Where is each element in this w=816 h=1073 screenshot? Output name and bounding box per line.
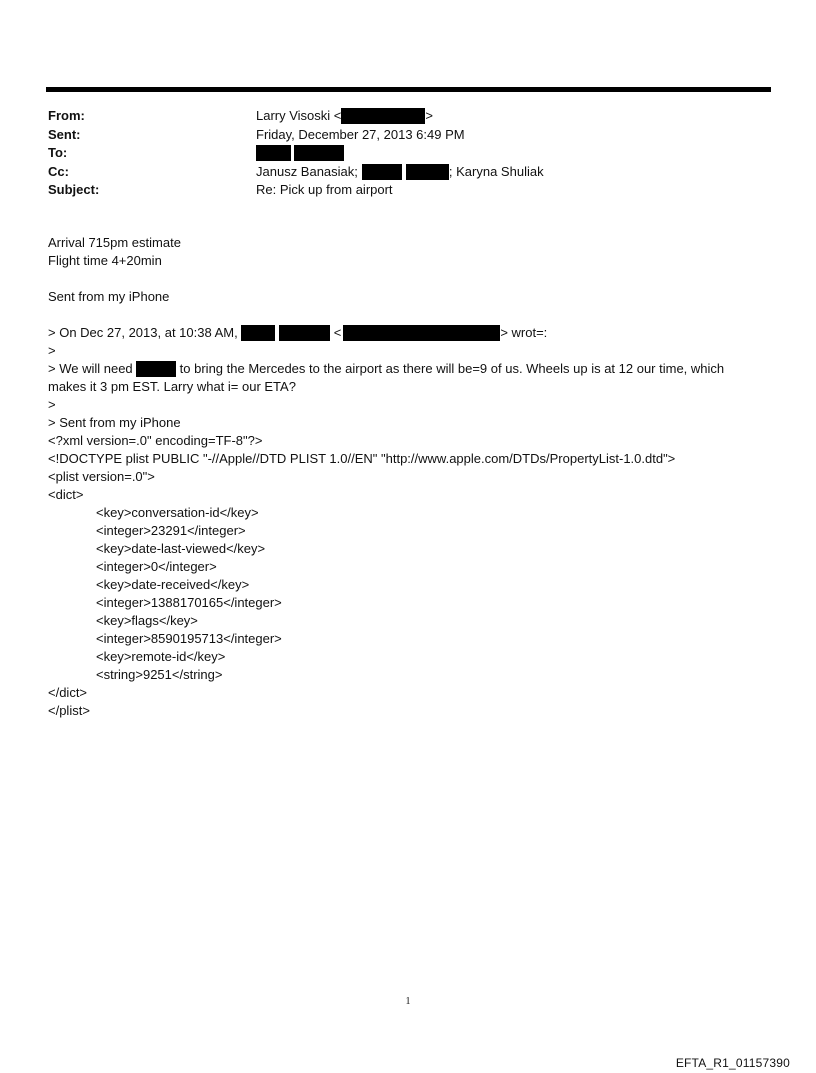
from-label: From:	[48, 108, 85, 123]
redacted-sender-last	[279, 325, 330, 341]
sent-label: Sent:	[48, 126, 81, 142]
spacer	[48, 270, 778, 288]
to-row	[48, 144, 544, 163]
email-header	[48, 107, 544, 200]
redacted-driver-name	[136, 361, 176, 377]
quote-signature-line: > Sent from my iPhone	[48, 415, 181, 430]
to-label: To:	[48, 145, 68, 160]
subject-label: Subject:	[48, 182, 100, 197]
quote-blank-line: >	[48, 397, 56, 412]
quote-intro-lt: <	[333, 325, 342, 340]
plist-open: <plist version=.0">	[48, 469, 155, 484]
plist-entry: <key>remote-id</key>	[96, 649, 226, 664]
cc-label: Cc:	[48, 163, 69, 179]
cc-name-1: Janusz Banasiak;	[256, 163, 358, 179]
plist-close: </plist>	[48, 703, 90, 718]
plist-entry: <key>date-received</key>	[96, 577, 250, 592]
header-divider	[46, 87, 771, 92]
redacted-sender-first	[241, 325, 275, 341]
subject-row	[48, 181, 544, 200]
sent-row	[48, 126, 544, 145]
cc-name-2: ; Karyna Shuliak	[448, 163, 544, 179]
plist-entry: <key>conversation-id</key>	[96, 505, 259, 520]
document-id: EFTA_R1_01157390	[675, 1056, 790, 1070]
redacted-cc-first	[362, 164, 402, 180]
from-value	[256, 107, 433, 126]
email-body	[48, 234, 778, 720]
quote-blank-line: >	[48, 343, 56, 358]
plist-entry: <key>date-last-viewed</key>	[96, 541, 266, 556]
quote-message-line-2: makes it 3 pm EST. Larry what i= our ETA?	[48, 379, 296, 394]
flight-time-line: Flight time 4+20min	[48, 253, 162, 268]
dict-close: </dict>	[48, 685, 88, 700]
subject-value: Re: Pick up from airport	[256, 182, 393, 197]
xml-declaration: <?xml version=.0" encoding=TF-8"?>	[48, 433, 263, 448]
quote-message-line	[48, 360, 778, 378]
from-close: >	[425, 108, 433, 123]
plist-entry: <integer>8590195713</integer>	[96, 631, 282, 646]
sent-value: Friday, December 27, 2013 6:49 PM	[256, 126, 465, 142]
cc-row	[48, 163, 544, 182]
quote-msg-suffix: to bring the Mercedes to the airport as there will be=9 of us. Wheels up is at 12 our time, which	[179, 361, 725, 376]
plist-entry: <string>9251</string>	[96, 667, 223, 682]
redacted-cc-last	[406, 164, 449, 180]
arrival-line: Arrival 715pm estimate	[48, 235, 181, 250]
to-value	[256, 144, 344, 163]
plist-entry: <integer>23291</integer>	[96, 523, 246, 538]
xml-doctype: <!DOCTYPE plist PUBLIC "-//Apple//DTD PLIST 1.0//EN" "http://www.apple.com/DTDs/PropertyList-1.0.dtd">	[48, 451, 676, 466]
quote-msg-prefix: > We will need	[48, 361, 133, 376]
from-row	[48, 107, 544, 126]
plist-entry: <integer>1388170165</integer>	[96, 595, 282, 610]
plist-entry: <key>flags</key>	[96, 613, 198, 628]
page-number: 1	[405, 996, 411, 1007]
quote-intro-suffix: > wrot=:	[500, 325, 548, 340]
quote-intro-prefix: > On Dec 27, 2013, at 10:38 AM,	[48, 325, 238, 340]
dict-open: <dict>	[48, 487, 84, 502]
spacer	[48, 306, 778, 324]
redacted-from-email	[341, 108, 425, 124]
redacted-to-last	[294, 145, 344, 161]
cc-value	[256, 163, 544, 182]
from-name: Larry Visoski <	[256, 108, 342, 123]
plist-entry: <integer>0</integer>	[96, 559, 217, 574]
redacted-to-first	[256, 145, 291, 161]
redacted-sender-email	[343, 325, 500, 341]
quote-intro-line	[48, 324, 778, 342]
signature-line: Sent from my iPhone	[48, 289, 170, 304]
